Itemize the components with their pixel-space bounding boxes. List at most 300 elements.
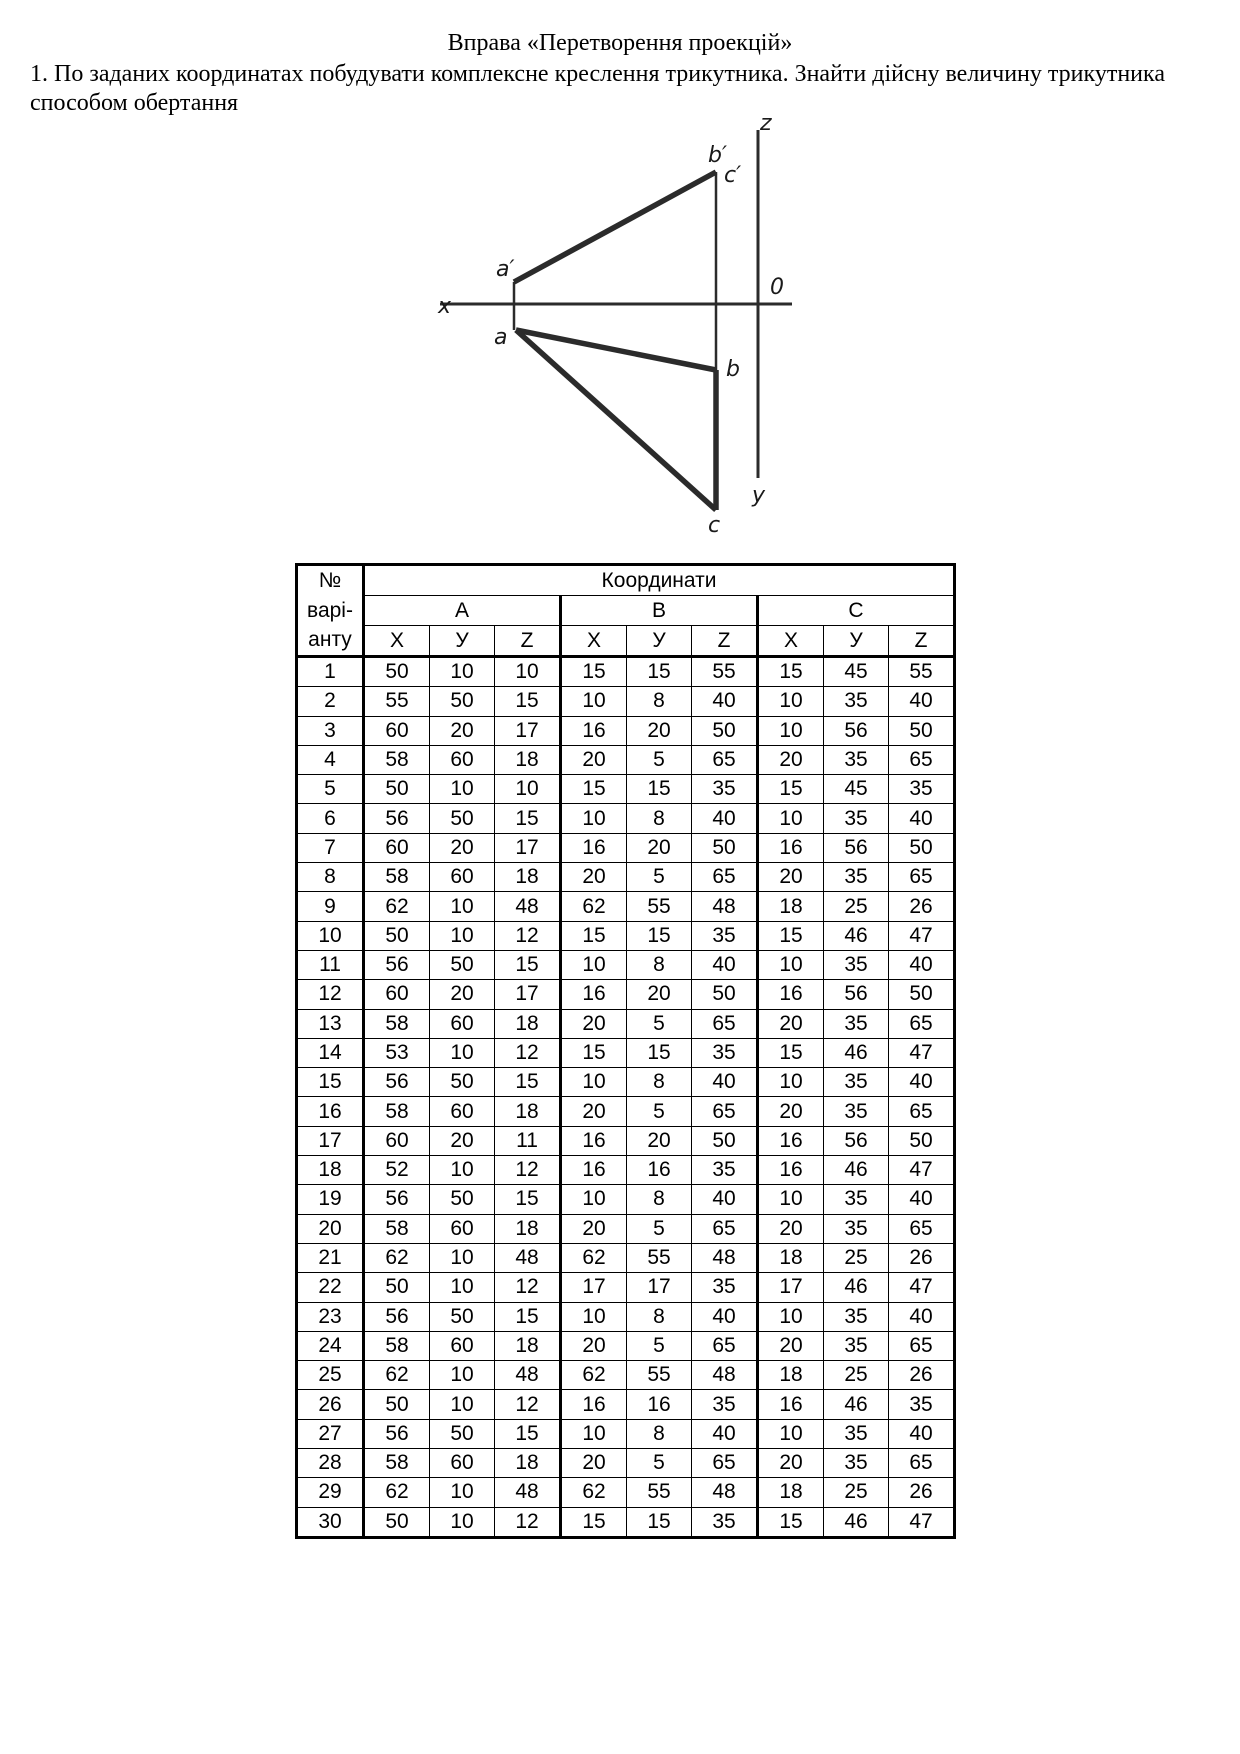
coordinate-cell: 60 <box>430 1449 495 1478</box>
coordinate-cell: 62 <box>561 1361 627 1390</box>
axis-header: Z <box>889 626 955 657</box>
coordinate-cell: 40 <box>692 687 758 716</box>
coords-header: Координати <box>364 565 955 596</box>
variant-number-cell: 29 <box>297 1478 364 1507</box>
variant-number-cell: 14 <box>297 1038 364 1067</box>
variant-number-cell: 4 <box>297 745 364 774</box>
edge-a-b-top <box>516 330 716 370</box>
label-a-front: a′ <box>496 257 515 282</box>
edge-a-c-front <box>514 172 716 282</box>
coordinate-cell: 20 <box>758 863 824 892</box>
label-c-front: c′ <box>724 163 742 188</box>
coordinate-cell: 50 <box>364 657 430 687</box>
coordinate-cell: 20 <box>561 745 627 774</box>
variant-number-cell: 10 <box>297 921 364 950</box>
coordinate-cell: 50 <box>364 1390 430 1419</box>
table-row <box>297 1243 955 1272</box>
coordinate-cell: 16 <box>758 833 824 862</box>
coordinate-cell: 20 <box>561 1449 627 1478</box>
coordinate-cell: 15 <box>495 1068 561 1097</box>
coordinate-cell: 48 <box>692 892 758 921</box>
variant-number-cell: 28 <box>297 1449 364 1478</box>
coordinate-cell: 40 <box>692 1068 758 1097</box>
coordinate-cell: 12 <box>495 1507 561 1537</box>
label-b-front: b′ <box>708 143 727 168</box>
axis-header: X <box>561 626 627 657</box>
coordinate-cell: 50 <box>430 1185 495 1214</box>
coordinate-cell: 16 <box>758 1126 824 1155</box>
coordinate-cell: 60 <box>430 1214 495 1243</box>
coordinate-cell: 20 <box>758 1449 824 1478</box>
coordinate-cell: 65 <box>889 1009 955 1038</box>
projection-svg <box>440 112 800 542</box>
coordinate-cell: 17 <box>627 1273 692 1302</box>
coordinate-cell: 45 <box>824 775 889 804</box>
coordinate-cell: 18 <box>495 1097 561 1126</box>
coordinate-cell: 58 <box>364 1009 430 1038</box>
coordinate-cell: 16 <box>627 1156 692 1185</box>
variant-number-cell: 27 <box>297 1419 364 1448</box>
variant-number-cell: 20 <box>297 1214 364 1243</box>
coordinate-cell: 20 <box>627 716 692 745</box>
coordinate-cell: 60 <box>430 1097 495 1126</box>
coordinate-cell: 18 <box>495 1009 561 1038</box>
coordinate-cell: 25 <box>824 892 889 921</box>
table-row <box>297 1449 955 1478</box>
coordinate-cell: 17 <box>758 1273 824 1302</box>
table-row <box>297 1068 955 1097</box>
coordinate-cell: 15 <box>495 1419 561 1448</box>
coordinate-cell: 10 <box>430 1038 495 1067</box>
coordinate-cell: 47 <box>889 921 955 950</box>
axis-header: Z <box>495 626 561 657</box>
label-x: x <box>438 294 452 319</box>
label-a-top: a <box>494 325 508 350</box>
coordinate-cell: 48 <box>495 1361 561 1390</box>
variant-number-cell: 3 <box>297 716 364 745</box>
coordinate-cell: 62 <box>561 1243 627 1272</box>
coordinate-cell: 5 <box>627 1449 692 1478</box>
coordinate-cell: 35 <box>889 775 955 804</box>
coordinate-cell: 40 <box>692 804 758 833</box>
coordinate-cell: 48 <box>495 892 561 921</box>
coordinate-cell: 8 <box>627 1185 692 1214</box>
coordinate-cell: 10 <box>561 1068 627 1097</box>
label-b-top: b <box>726 357 740 382</box>
coordinate-cell: 20 <box>758 1009 824 1038</box>
coordinate-cell: 60 <box>364 980 430 1009</box>
coordinate-cell: 35 <box>692 775 758 804</box>
coordinate-cell: 15 <box>495 687 561 716</box>
coordinate-cell: 15 <box>561 1507 627 1537</box>
coordinate-cell: 25 <box>824 1478 889 1507</box>
coordinate-cell: 10 <box>758 716 824 745</box>
coordinate-cell: 12 <box>495 1156 561 1185</box>
coordinate-cell: 10 <box>495 657 561 687</box>
coordinate-cell: 18 <box>758 1243 824 1272</box>
coordinate-cell: 10 <box>758 1068 824 1097</box>
coordinate-cell: 35 <box>692 921 758 950</box>
coordinate-cell: 62 <box>561 1478 627 1507</box>
coordinate-cell: 12 <box>495 1390 561 1419</box>
coordinate-cell: 17 <box>495 716 561 745</box>
coordinate-cell: 17 <box>495 833 561 862</box>
table-row <box>297 1273 955 1302</box>
coordinate-cell: 62 <box>364 1361 430 1390</box>
coordinate-cell: 5 <box>627 1331 692 1360</box>
coordinate-cell: 16 <box>561 1156 627 1185</box>
coordinate-cell: 60 <box>430 1009 495 1038</box>
coordinate-cell: 10 <box>561 804 627 833</box>
coordinate-cell: 20 <box>561 1214 627 1243</box>
coordinate-cell: 50 <box>692 833 758 862</box>
coordinate-cell: 40 <box>889 1419 955 1448</box>
axis-header: У <box>824 626 889 657</box>
coordinate-cell: 46 <box>824 1156 889 1185</box>
coordinate-cell: 10 <box>561 687 627 716</box>
table-row <box>297 1331 955 1360</box>
coordinate-cell: 11 <box>495 1126 561 1155</box>
coordinate-cell: 50 <box>364 775 430 804</box>
coordinate-cell: 65 <box>692 1449 758 1478</box>
task-text: 1. По заданих координатах побудувати комплексне креслення трикутника. Знайти дійсну величину трикутника способом обертання <box>30 61 1165 116</box>
coordinate-cell: 50 <box>364 1273 430 1302</box>
coordinate-cell: 40 <box>692 1302 758 1331</box>
coordinate-cell: 55 <box>364 687 430 716</box>
table-row <box>297 1361 955 1390</box>
variant-number-cell: 9 <box>297 892 364 921</box>
coordinate-cell: 12 <box>495 921 561 950</box>
variant-number-cell: 30 <box>297 1507 364 1537</box>
coordinate-cell: 35 <box>889 1390 955 1419</box>
coordinate-cell: 35 <box>692 1156 758 1185</box>
coordinate-cell: 65 <box>692 1009 758 1038</box>
table-row <box>297 745 955 774</box>
coordinate-cell: 15 <box>758 1038 824 1067</box>
coordinate-cell: 10 <box>430 1156 495 1185</box>
point-header-c: C <box>758 596 955 626</box>
variant-number-cell: 23 <box>297 1302 364 1331</box>
coordinate-cell: 65 <box>692 1097 758 1126</box>
coordinate-cell: 65 <box>889 1331 955 1360</box>
coordinate-cell: 50 <box>364 1507 430 1537</box>
coordinate-cell: 5 <box>627 1214 692 1243</box>
coordinate-cell: 55 <box>627 1478 692 1507</box>
coordinate-cell: 35 <box>824 950 889 979</box>
coordinate-cell: 25 <box>824 1243 889 1272</box>
table-row <box>297 1507 955 1537</box>
coordinate-cell: 50 <box>430 687 495 716</box>
coordinate-cell: 15 <box>758 1507 824 1537</box>
coordinate-cell: 48 <box>692 1478 758 1507</box>
coordinates-table-wrap <box>295 563 956 1539</box>
coordinate-cell: 10 <box>430 1361 495 1390</box>
coordinate-cell: 18 <box>758 1478 824 1507</box>
coordinate-cell: 48 <box>495 1243 561 1272</box>
table-row <box>297 892 955 921</box>
coordinate-cell: 35 <box>824 745 889 774</box>
coordinate-cell: 65 <box>889 745 955 774</box>
coordinate-cell: 50 <box>430 1419 495 1448</box>
coordinate-cell: 18 <box>495 863 561 892</box>
variant-number-cell: 15 <box>297 1068 364 1097</box>
coordinate-cell: 10 <box>758 1185 824 1214</box>
variant-number-cell: 25 <box>297 1361 364 1390</box>
coordinate-cell: 58 <box>364 1331 430 1360</box>
coordinate-cell: 40 <box>889 804 955 833</box>
coordinate-cell: 10 <box>430 1390 495 1419</box>
coordinate-cell: 35 <box>824 1331 889 1360</box>
variant-header-line1: № <box>297 565 364 596</box>
coordinate-cell: 10 <box>561 1302 627 1331</box>
coordinate-cell: 20 <box>561 1331 627 1360</box>
variant-header-line3: анту <box>297 626 364 657</box>
variant-number-cell: 21 <box>297 1243 364 1272</box>
coordinate-cell: 15 <box>495 804 561 833</box>
coordinate-cell: 35 <box>824 687 889 716</box>
label-o: 0 <box>770 275 784 300</box>
coordinate-cell: 35 <box>824 1097 889 1126</box>
coordinate-cell: 56 <box>364 1185 430 1214</box>
table-row <box>297 775 955 804</box>
coordinate-cell: 35 <box>824 863 889 892</box>
variant-number-cell: 18 <box>297 1156 364 1185</box>
variant-number-cell: 8 <box>297 863 364 892</box>
coordinate-cell: 35 <box>824 1302 889 1331</box>
coordinate-cell: 50 <box>430 1068 495 1097</box>
coordinate-cell: 50 <box>364 921 430 950</box>
coordinate-cell: 47 <box>889 1156 955 1185</box>
coordinate-cell: 46 <box>824 921 889 950</box>
table-row <box>297 1126 955 1155</box>
coordinate-cell: 16 <box>561 1390 627 1419</box>
coordinate-cell: 10 <box>758 950 824 979</box>
coordinate-cell: 46 <box>824 1038 889 1067</box>
coordinate-cell: 20 <box>430 1126 495 1155</box>
coordinate-cell: 26 <box>889 1243 955 1272</box>
coordinate-cell: 18 <box>758 1361 824 1390</box>
coordinate-cell: 16 <box>561 1126 627 1155</box>
coordinate-cell: 15 <box>758 657 824 687</box>
coordinate-cell: 47 <box>889 1038 955 1067</box>
page-title: Вправа «Перетворення проекцій» <box>447 30 793 56</box>
coordinate-cell: 8 <box>627 1302 692 1331</box>
coordinate-cell: 10 <box>430 657 495 687</box>
table-row <box>297 687 955 716</box>
coordinate-cell: 56 <box>364 950 430 979</box>
coordinate-cell: 65 <box>692 1331 758 1360</box>
coordinate-cell: 15 <box>561 921 627 950</box>
coordinate-cell: 40 <box>889 687 955 716</box>
coordinate-cell: 20 <box>627 980 692 1009</box>
coordinate-cell: 25 <box>824 1361 889 1390</box>
table-row <box>297 1185 955 1214</box>
coordinate-cell: 16 <box>758 1156 824 1185</box>
coordinate-cell: 62 <box>364 892 430 921</box>
coordinate-cell: 60 <box>430 745 495 774</box>
coordinate-cell: 12 <box>495 1038 561 1067</box>
coordinate-cell: 26 <box>889 1361 955 1390</box>
table-row <box>297 1038 955 1067</box>
projection-drawing <box>440 112 800 542</box>
point-header-b: B <box>561 596 758 626</box>
coordinate-cell: 20 <box>627 1126 692 1155</box>
coordinate-cell: 10 <box>561 1185 627 1214</box>
coordinate-cell: 20 <box>430 833 495 862</box>
coordinate-cell: 62 <box>364 1243 430 1272</box>
coordinate-cell: 47 <box>889 1273 955 1302</box>
coordinate-cell: 50 <box>692 716 758 745</box>
coordinate-cell: 10 <box>758 804 824 833</box>
coordinate-cell: 18 <box>758 892 824 921</box>
coordinate-cell: 20 <box>561 1097 627 1126</box>
coordinate-cell: 56 <box>824 833 889 862</box>
coordinate-cell: 48 <box>692 1243 758 1272</box>
coordinate-cell: 55 <box>627 1243 692 1272</box>
coordinate-cell: 16 <box>758 980 824 1009</box>
variant-number-cell: 19 <box>297 1185 364 1214</box>
variant-number-cell: 1 <box>297 657 364 687</box>
table-row <box>297 863 955 892</box>
coordinate-cell: 5 <box>627 1009 692 1038</box>
coordinate-cell: 50 <box>430 804 495 833</box>
coordinate-cell: 15 <box>495 950 561 979</box>
coordinate-cell: 35 <box>692 1038 758 1067</box>
axis-header: X <box>758 626 824 657</box>
table-row <box>297 980 955 1009</box>
coordinate-cell: 40 <box>692 1185 758 1214</box>
coordinate-cell: 50 <box>430 950 495 979</box>
table-row <box>297 950 955 979</box>
coordinate-cell: 56 <box>364 1302 430 1331</box>
edge-a-c-top <box>516 330 716 510</box>
coordinate-cell: 15 <box>495 1302 561 1331</box>
coordinate-cell: 56 <box>364 1068 430 1097</box>
coordinate-cell: 65 <box>692 1214 758 1243</box>
coordinate-cell: 60 <box>430 1331 495 1360</box>
coordinate-cell: 15 <box>627 775 692 804</box>
coordinate-cell: 58 <box>364 863 430 892</box>
coordinate-cell: 20 <box>627 833 692 862</box>
coordinate-cell: 35 <box>824 1068 889 1097</box>
variant-number-cell: 26 <box>297 1390 364 1419</box>
coordinate-cell: 56 <box>824 716 889 745</box>
table-row <box>297 1156 955 1185</box>
coordinate-cell: 17 <box>495 980 561 1009</box>
coordinate-cell: 10 <box>430 1243 495 1272</box>
coordinate-cell: 15 <box>758 921 824 950</box>
coordinate-cell: 40 <box>889 950 955 979</box>
coordinate-cell: 35 <box>824 1214 889 1243</box>
coordinate-cell: 52 <box>364 1156 430 1185</box>
coordinate-cell: 55 <box>627 1361 692 1390</box>
axis-header: У <box>627 626 692 657</box>
coordinate-cell: 65 <box>889 1214 955 1243</box>
coordinate-cell: 50 <box>889 833 955 862</box>
variant-number-cell: 11 <box>297 950 364 979</box>
coordinate-cell: 8 <box>627 1068 692 1097</box>
table-row <box>297 1390 955 1419</box>
coordinate-cell: 10 <box>561 950 627 979</box>
coordinate-cell: 48 <box>692 1361 758 1390</box>
coordinate-cell: 60 <box>364 716 430 745</box>
coordinate-cell: 58 <box>364 745 430 774</box>
coordinate-cell: 56 <box>824 1126 889 1155</box>
coordinate-cell: 55 <box>889 657 955 687</box>
coordinate-cell: 48 <box>495 1478 561 1507</box>
coordinate-cell: 58 <box>364 1097 430 1126</box>
coordinate-cell: 10 <box>758 1302 824 1331</box>
label-y: y <box>752 483 766 508</box>
axis-header: X <box>364 626 430 657</box>
coordinate-cell: 20 <box>430 716 495 745</box>
coordinate-cell: 18 <box>495 1331 561 1360</box>
coordinate-cell: 53 <box>364 1038 430 1067</box>
coordinate-cell: 15 <box>627 1038 692 1067</box>
table-row <box>297 1419 955 1448</box>
coordinate-cell: 35 <box>824 1419 889 1448</box>
coordinate-cell: 10 <box>430 775 495 804</box>
label-z: z <box>760 111 772 136</box>
coordinate-cell: 15 <box>627 657 692 687</box>
coordinate-cell: 35 <box>824 1185 889 1214</box>
coordinate-cell: 50 <box>692 980 758 1009</box>
table-row <box>297 921 955 950</box>
variant-number-cell: 5 <box>297 775 364 804</box>
coordinate-cell: 56 <box>364 1419 430 1448</box>
coordinate-cell: 58 <box>364 1214 430 1243</box>
coordinate-cell: 50 <box>889 1126 955 1155</box>
coordinate-cell: 18 <box>495 745 561 774</box>
coordinate-cell: 20 <box>561 863 627 892</box>
coordinate-cell: 10 <box>430 921 495 950</box>
table-row <box>297 1097 955 1126</box>
coordinate-cell: 35 <box>692 1507 758 1537</box>
table-row <box>297 1478 955 1507</box>
coordinate-cell: 20 <box>758 1331 824 1360</box>
coordinate-cell: 60 <box>430 863 495 892</box>
coordinate-cell: 60 <box>364 1126 430 1155</box>
coordinate-cell: 15 <box>495 1185 561 1214</box>
coordinate-cell: 35 <box>692 1390 758 1419</box>
coordinate-cell: 46 <box>824 1507 889 1537</box>
coordinate-cell: 35 <box>824 804 889 833</box>
table-row <box>297 804 955 833</box>
coordinate-cell: 26 <box>889 1478 955 1507</box>
coordinate-cell: 40 <box>692 1419 758 1448</box>
coordinate-cell: 16 <box>758 1390 824 1419</box>
coordinate-cell: 18 <box>495 1449 561 1478</box>
axis-header: Z <box>692 626 758 657</box>
coordinate-cell: 8 <box>627 687 692 716</box>
coordinate-cell: 8 <box>627 804 692 833</box>
coordinate-cell: 10 <box>561 1419 627 1448</box>
table-row <box>297 1009 955 1038</box>
coordinate-cell: 50 <box>692 1126 758 1155</box>
table-row <box>297 657 955 687</box>
coordinate-cell: 55 <box>627 892 692 921</box>
variant-number-cell: 13 <box>297 1009 364 1038</box>
coordinate-cell: 65 <box>889 1097 955 1126</box>
variant-number-cell: 12 <box>297 980 364 1009</box>
coordinate-cell: 50 <box>430 1302 495 1331</box>
coordinate-cell: 17 <box>561 1273 627 1302</box>
coordinate-cell: 50 <box>889 980 955 1009</box>
coordinates-table <box>295 563 956 1539</box>
coordinate-cell: 35 <box>824 1449 889 1478</box>
coordinate-cell: 47 <box>889 1507 955 1537</box>
coordinate-cell: 45 <box>824 657 889 687</box>
